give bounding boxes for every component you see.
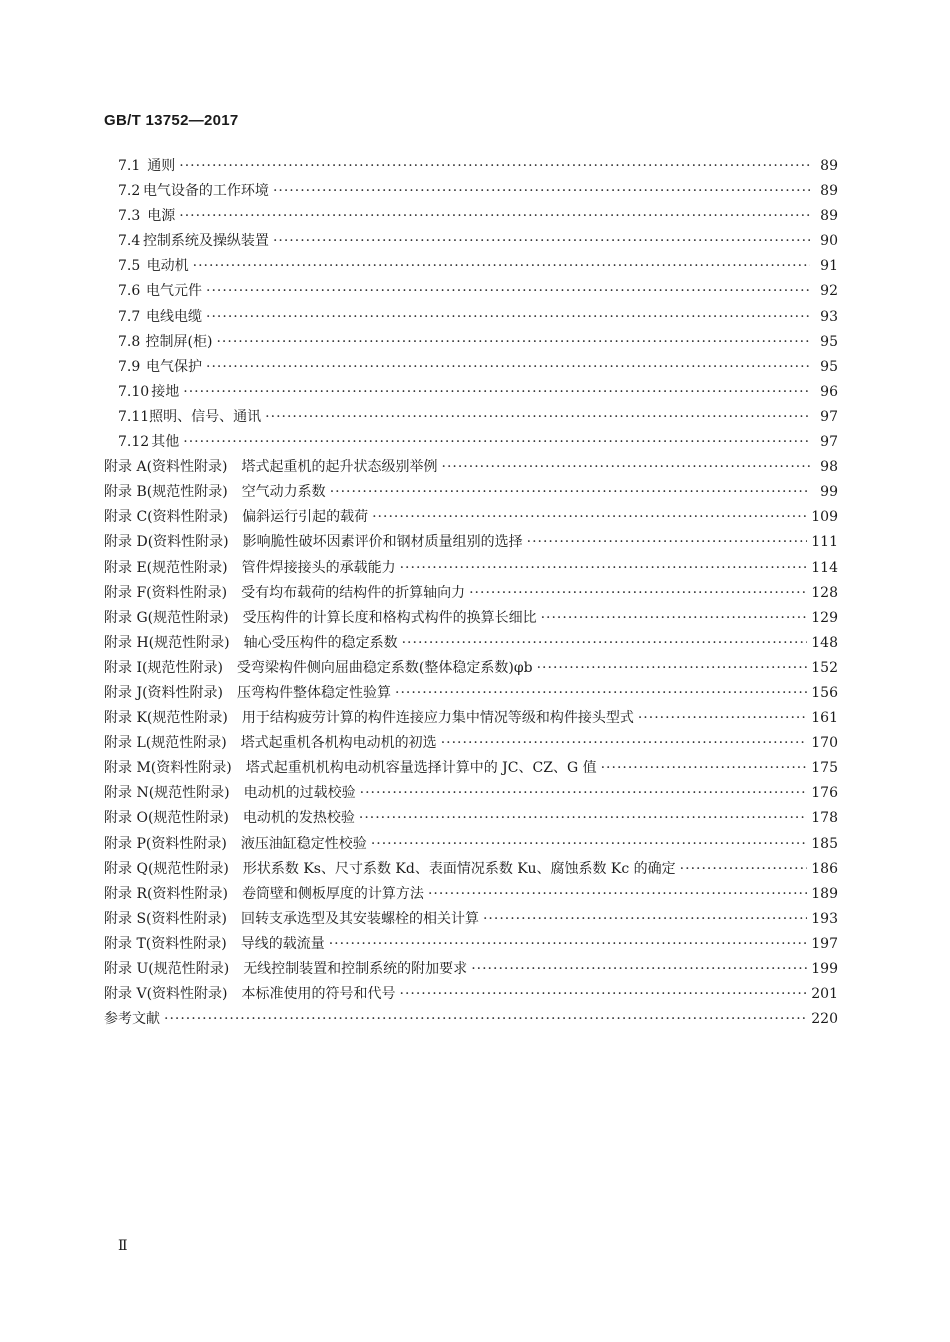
appendix-label: 附录 O (104, 810, 148, 827)
appendix-kind: (规范性附录) (147, 810, 229, 827)
leader-dots (360, 781, 808, 806)
toc-entry-appendix[interactable] (104, 656, 838, 681)
appendix-title: 空气动力系数 (241, 484, 326, 501)
appendix-kind: (规范性附录) (148, 634, 230, 651)
page-number-ref: 129 (811, 609, 838, 626)
section-number: 7.4 (118, 233, 141, 250)
toc-entry-appendix[interactable] (104, 556, 838, 581)
toc-entry-section[interactable] (104, 305, 838, 330)
page-number-ref: 201 (811, 986, 838, 1003)
toc-entry-section[interactable] (104, 154, 838, 179)
page-number-ref: 170 (811, 735, 838, 752)
section-title: 电线电缆 (146, 308, 203, 325)
appendix-title: 卷筒壁和侧板厚度的计算方法 (241, 885, 424, 902)
leader-dots (329, 932, 808, 957)
toc-entry-section[interactable] (104, 254, 838, 279)
section-number: 7.10 (118, 383, 150, 400)
toc-entry-appendix[interactable] (104, 681, 838, 706)
leader-dots (183, 430, 810, 455)
page-number-ref: 197 (811, 935, 838, 952)
appendix-label: 附录 I (104, 659, 142, 676)
leader-dots (206, 355, 810, 380)
appendix-kind: (资料性附录) (147, 885, 228, 902)
page-number-ref: 109 (811, 509, 838, 526)
appendix-label: 附录 H (104, 634, 149, 651)
appendix-kind: (资料性附录) (146, 986, 228, 1003)
page-number-ref: 199 (811, 961, 838, 977)
section-title: 电气保护 (146, 358, 203, 375)
page-number-ref: 97 (820, 434, 838, 451)
leader-dots (183, 380, 810, 405)
appendix-title: 偏斜运行引起的载荷 (242, 509, 369, 526)
table-of-contents (104, 154, 838, 1032)
page-number-ref: 220 (811, 1011, 838, 1028)
toc-entry-section[interactable] (104, 430, 838, 455)
page-number-ref: 93 (820, 308, 838, 325)
page-number-ref: 178 (811, 810, 838, 827)
page-number-ref: 114 (811, 559, 838, 576)
page-number-ref: 91 (820, 258, 838, 275)
page-number-ref: 186 (811, 860, 838, 877)
appendix-label: 附录 D (104, 534, 148, 551)
appendix-label: 附录 S (104, 910, 147, 927)
appendix-label: 附录 Q (104, 860, 148, 877)
toc-entry-appendix[interactable] (104, 530, 838, 555)
toc-entry-section[interactable] (104, 330, 838, 355)
page-number-ref: 148 (811, 634, 838, 651)
appendix-label: 附录 R (104, 885, 147, 902)
page-number: Ⅱ (118, 1238, 128, 1254)
leader-dots (400, 556, 808, 581)
appendix-title: 塔式起重机的起升状态级别举例 (241, 459, 438, 476)
page-number-ref: 189 (811, 885, 838, 902)
leader-dots (680, 857, 808, 882)
appendix-title: 影响脆性破坏因素评价和钢材质量组别的选择 (242, 534, 523, 551)
section-title: 通则 (147, 158, 176, 174)
toc-entry-appendix[interactable] (104, 606, 838, 631)
section-number: 7.3 (118, 208, 141, 225)
leader-dots (206, 279, 810, 304)
leader-dots (638, 706, 807, 731)
leader-dots (428, 882, 807, 907)
page-number-ref: 161 (811, 710, 838, 727)
appendix-label: 附录 L (104, 735, 146, 752)
appendix-kind: (规范性附录) (146, 710, 228, 727)
section-number: 7.9 (118, 358, 141, 375)
section-title: 电动机 (146, 258, 189, 275)
section-title: 电源 (147, 208, 176, 225)
appendix-title: 受压构件的计算长度和格构式构件的换算长细比 (242, 609, 537, 626)
appendix-kind: (资料性附录) (150, 760, 232, 777)
toc-entry-section[interactable] (104, 229, 838, 254)
appendix-label: 附录 J (104, 684, 143, 701)
appendix-label: 附录 B (104, 484, 147, 501)
page-number-ref: 152 (811, 659, 838, 676)
section-title: 接地 (151, 383, 180, 400)
appendix-label: 附录 V (104, 986, 147, 1003)
leader-dots (372, 505, 807, 530)
page-number-ref: 128 (811, 584, 838, 601)
page-number-ref: 89 (820, 158, 838, 174)
toc-entry-appendix[interactable] (104, 505, 838, 530)
appendix-kind: (资料性附录) (146, 910, 227, 927)
page-number-ref: 89 (820, 183, 838, 200)
section-number: 7.5 (118, 258, 141, 275)
toc-entry-section[interactable] (104, 204, 838, 229)
appendix-title: 形状系数 Ks、尺寸系数 Kd、表面情况系数 Ku、腐蚀系数 Kc 的确定 (242, 860, 676, 877)
toc-entry-appendix[interactable] (104, 857, 838, 882)
toc-entry-appendix[interactable] (104, 781, 838, 806)
toc-entry-appendix[interactable] (104, 581, 838, 606)
toc-entry-section[interactable] (104, 405, 838, 430)
appendix-label: 附录 M (104, 760, 151, 777)
leader-dots (206, 305, 810, 330)
leader-dots (541, 606, 808, 631)
appendix-kind: (规范性附录) (146, 484, 228, 501)
appendix-title: 用于结构疲劳计算的构件连接应力集中情况等级和构件接头型式 (241, 710, 634, 727)
page-number-ref: 99 (820, 484, 838, 501)
toc-entry-section[interactable] (104, 355, 838, 380)
appendix-label: 附录 N (104, 785, 149, 802)
toc-entry-appendix[interactable] (104, 455, 838, 480)
toc-entry-appendix[interactable] (104, 480, 838, 505)
appendix-label: 附录 C (104, 509, 148, 526)
toc-entry-appendix[interactable] (104, 706, 838, 731)
section-title: 控制屏(柜) (145, 333, 213, 350)
section-number: 7.6 (118, 283, 141, 300)
toc-entry-appendix[interactable] (104, 907, 838, 932)
appendix-label: 附录 A (104, 459, 147, 476)
leader-dots (164, 1007, 807, 1032)
leader-dots (601, 756, 808, 781)
leader-dots (179, 204, 810, 229)
appendix-kind: (资料性附录) (147, 509, 229, 526)
section-number: 7.2 (118, 183, 141, 200)
appendix-kind: (规范性附录) (148, 961, 230, 977)
page-number-ref: 156 (811, 684, 838, 701)
appendix-title: 塔式起重机各机构电动机的初选 (240, 735, 437, 752)
toc-entry-appendix[interactable] (104, 957, 838, 982)
leader-dots (527, 530, 808, 555)
appendix-kind: (资料性附录) (142, 684, 223, 701)
leader-dots (483, 907, 807, 932)
section-number: 7.12 (118, 434, 150, 451)
appendix-title: 液压油缸稳定性校验 (240, 835, 367, 852)
leader-dots (537, 656, 808, 681)
page-number-ref: 97 (820, 408, 838, 425)
toc-entry-appendix[interactable] (104, 631, 838, 656)
toc-entry-appendix[interactable] (104, 932, 838, 957)
page-number-ref: 98 (820, 459, 838, 476)
document-code: GB/T 13752—2017 (104, 112, 239, 129)
section-number: 7.7 (118, 308, 141, 325)
appendix-title: 回转支承选型及其安装螺栓的相关计算 (240, 910, 479, 927)
appendix-kind: (规范性附录) (147, 860, 229, 877)
appendix-label: 附录 F (104, 584, 147, 601)
leader-dots (441, 731, 808, 756)
leader-dots (273, 229, 810, 254)
appendix-kind: (资料性附录) (145, 935, 227, 952)
appendix-label: 附录 P (104, 835, 146, 852)
appendix-title: 轴心受压构件的稳定系数 (243, 634, 398, 651)
toc-entry-section[interactable] (104, 380, 838, 405)
section-number: 7.11 (118, 408, 150, 425)
leader-dots (193, 254, 810, 279)
leader-dots (471, 957, 807, 982)
page-number-ref: 111 (811, 534, 838, 551)
toc-entry-section[interactable] (104, 179, 838, 204)
section-number: 7.1 (118, 158, 141, 174)
appendix-kind: (规范性附录) (148, 785, 230, 802)
appendix-title: 管件焊接接头的承载能力 (241, 559, 396, 576)
section-title: 电气元件 (146, 283, 203, 300)
section-title: 其他 (151, 434, 180, 451)
appendix-label: 附录 T (104, 935, 146, 952)
appendix-kind: (规范性附录) (145, 735, 227, 752)
leader-dots (330, 480, 810, 505)
appendix-kind: (资料性附录) (146, 459, 228, 476)
page-number-ref: 90 (820, 233, 838, 250)
toc-entry-appendix[interactable] (104, 832, 838, 857)
toc-entry-references[interactable] (104, 1007, 838, 1032)
section-title: 照明、信号、通讯 (149, 408, 262, 425)
appendix-kind: (规范性附录) (147, 609, 229, 626)
references-title: 参考文献 (104, 1011, 160, 1028)
leader-dots (442, 455, 811, 480)
appendix-title: 塔式起重机机构电动机容量选择计算中的 JC、CZ、G 值 (245, 760, 597, 777)
appendix-kind: (规范性附录) (141, 659, 223, 676)
appendix-kind: (规范性附录) (146, 559, 228, 576)
page-number-ref: 175 (811, 760, 838, 777)
page-number-ref: 92 (820, 283, 838, 300)
appendix-title: 压弯构件整体稳定性验算 (237, 684, 391, 701)
appendix-title: 本标准使用的符号和代号 (241, 986, 396, 1003)
toc-entry-section[interactable] (104, 279, 838, 304)
leader-dots (265, 405, 810, 430)
page-number-ref: 193 (811, 910, 838, 927)
appendix-title: 电动机的过载校验 (243, 785, 356, 802)
appendix-title: 受有均布载荷的结构件的折算轴向力 (241, 584, 466, 601)
leader-dots (400, 982, 808, 1007)
appendix-kind: (资料性附录) (146, 584, 228, 601)
appendix-kind: (资料性附录) (147, 534, 229, 551)
leader-dots (273, 179, 810, 204)
appendix-kind: (资料性附录) (145, 835, 227, 852)
leader-dots (371, 832, 807, 857)
leader-dots (359, 806, 807, 831)
leader-dots (402, 631, 808, 656)
appendix-title: 电动机的发热校验 (242, 810, 355, 827)
page-number-ref: 89 (820, 208, 838, 225)
appendix-title: 导线的载流量 (240, 935, 325, 952)
appendix-label: 附录 E (104, 559, 147, 576)
page-number-ref: 95 (820, 333, 838, 350)
section-title: 电气设备的工作环境 (142, 183, 269, 200)
page-number-ref: 95 (820, 358, 838, 375)
toc-entry-appendix[interactable] (104, 806, 838, 831)
appendix-title: 无线控制装置和控制系统的附加要求 (243, 961, 468, 977)
page-number-ref: 185 (811, 835, 838, 852)
leader-dots (395, 681, 807, 706)
toc-entry-appendix[interactable] (104, 982, 838, 1007)
leader-dots (216, 330, 810, 355)
section-number: 7.8 (118, 333, 141, 350)
toc-entry-appendix[interactable] (104, 756, 838, 781)
appendix-label: 附录 U (104, 961, 149, 977)
page-number-ref: 96 (820, 383, 838, 400)
appendix-title: 受弯梁构件侧向屈曲稳定系数(整体稳定系数)φb (236, 659, 533, 676)
toc-entry-appendix[interactable] (104, 731, 838, 756)
section-title: 控制系统及操纵装置 (142, 233, 269, 250)
toc-entry-appendix[interactable] (104, 882, 838, 907)
leader-dots (179, 154, 810, 179)
page-number-ref: 176 (811, 785, 838, 802)
appendix-label: 附录 G (104, 609, 148, 626)
leader-dots (469, 581, 807, 606)
appendix-label: 附录 K (104, 710, 147, 727)
